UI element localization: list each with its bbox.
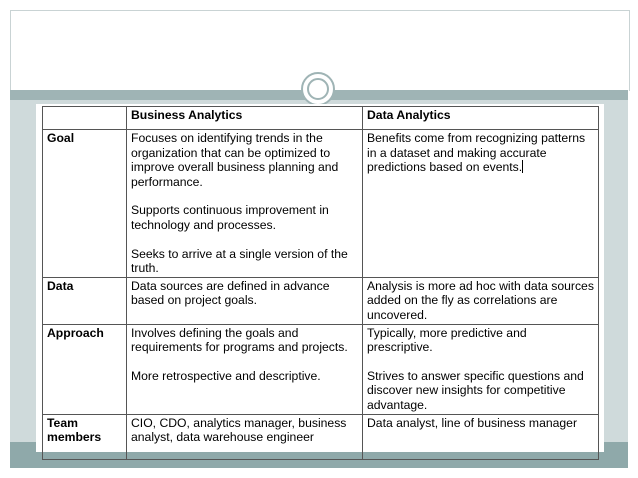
data-data-cell [363, 277, 599, 324]
table-row-goal [43, 130, 599, 278]
table-cell-text: Analysis is more ad hoc with data sources added on the fly as correlations are uncovered. [367, 278, 594, 322]
table-cell-text: Benefits come from recognizing patterns in a dataset and making accurate predictions based on events. [367, 131, 586, 175]
comparison-table [42, 106, 599, 460]
data-business-cell [127, 277, 363, 324]
table-cell-text: Strives to answer specific questions and discover new insights for competitive advantage. [367, 368, 584, 412]
row-label-goal: Goal [43, 130, 127, 278]
comparison-table-panel [36, 104, 604, 452]
team-business-cell [127, 414, 363, 459]
table-row-approach [43, 324, 599, 414]
table-cell-text: Seeks to arrive at a single version of the truth. [131, 246, 348, 276]
table-row-team-members [43, 414, 599, 459]
header-data-analytics: Data Analytics [363, 107, 599, 130]
table-row-data [43, 277, 599, 324]
circle-ornament-icon [301, 72, 335, 106]
approach-data-cell [363, 324, 599, 414]
row-label-team-members: Team members [43, 414, 127, 459]
header-empty-cell [43, 107, 127, 130]
table-cell-text: Focuses on identifying trends in the organization that can be optimized to improve overall business planning and performance. [131, 131, 339, 189]
header-business-analytics: Business Analytics [127, 107, 363, 130]
goal-data-cell[interactable] [363, 130, 599, 278]
table-cell-text: Data analyst, line of business manager [367, 415, 578, 430]
row-label-approach: Approach [43, 324, 127, 414]
table-cell-text: Data sources are defined in advance based on project goals. [131, 278, 330, 308]
table-cell-text: Involves defining the goals and requirements for programs and projects. [131, 325, 348, 355]
table-cell-text: Typically, more predictive and prescriptive. [367, 325, 527, 355]
table-header-row [43, 107, 599, 130]
table-cell-text: CIO, CDO, analytics manager, business analyst, data warehouse engineer [131, 415, 347, 445]
row-label-data: Data [43, 277, 127, 324]
table-cell-text: More retrospective and descriptive. [131, 368, 321, 383]
team-data-cell [363, 414, 599, 459]
table-cell-text: Supports continuous improvement in technology and processes. [131, 203, 329, 232]
goal-business-cell [127, 130, 363, 278]
text-cursor [522, 160, 523, 173]
approach-business-cell [127, 324, 363, 414]
